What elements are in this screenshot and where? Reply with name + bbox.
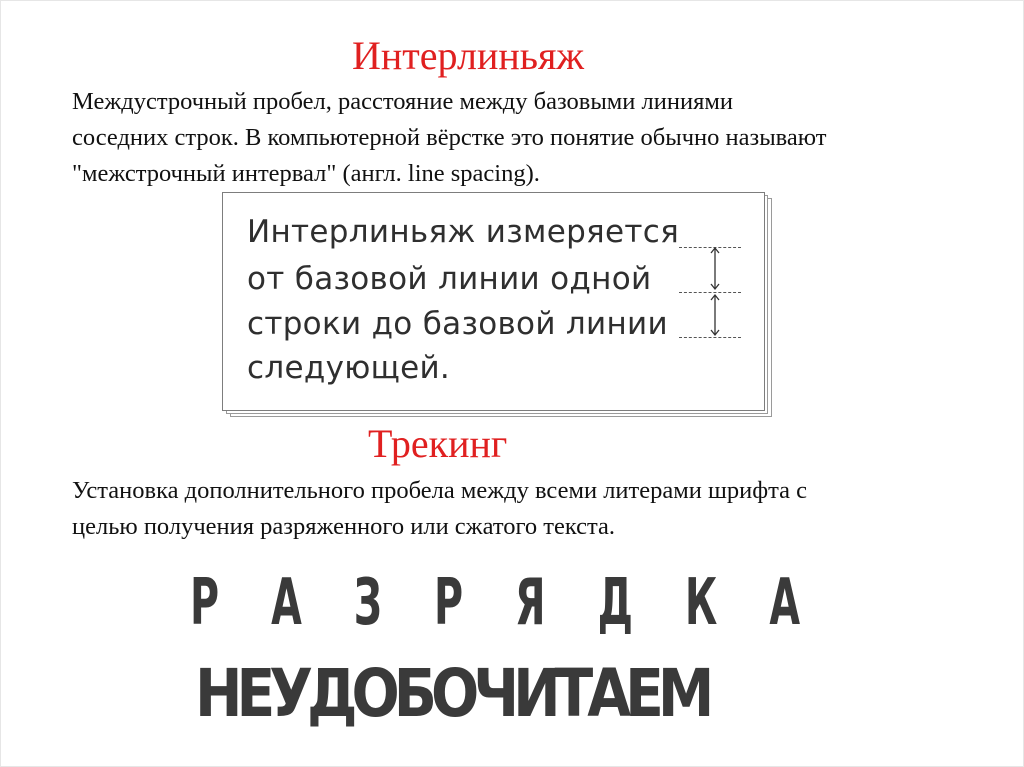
cramped-word-sample: НЕУДОБОЧИТАЕМ bbox=[195, 655, 709, 732]
spaced-letters-sample bbox=[190, 566, 801, 640]
leading-heading: Интерлиньяж bbox=[352, 33, 585, 78]
tracking-definition-line: целью получения разряженного или сжатого текста. bbox=[72, 513, 616, 540]
leading-definition-line: "межстрочный интервал" (англ. line spacing). bbox=[72, 160, 540, 187]
leading-definition-line: Междустрочный пробел, расстояние между базовыми линиями bbox=[72, 88, 733, 115]
spaced-letter: К bbox=[684, 566, 718, 640]
spaced-letter: Р bbox=[190, 566, 220, 640]
spaced-letter: Д bbox=[597, 566, 633, 640]
sample-line: Интерлиньяж измеряется bbox=[247, 214, 680, 250]
tracking-heading: Трекинг bbox=[368, 421, 508, 466]
spaced-letter: Р bbox=[433, 566, 464, 640]
tracking-definition-line: Установка дополнительного пробела между всеми литерами шрифта с bbox=[72, 477, 807, 504]
leading-measure-arrows-icon bbox=[707, 245, 723, 341]
leading-definition-line: соседних строк. В компьютерной вёрстке это понятие обычно называют bbox=[72, 124, 827, 151]
spaced-letter: А bbox=[271, 566, 302, 640]
spaced-letter: З bbox=[353, 566, 382, 640]
sample-line: строки до базовой линии bbox=[247, 306, 668, 342]
spaced-letter: А bbox=[769, 566, 801, 640]
leading-definition bbox=[72, 84, 826, 192]
spaced-letter: Я bbox=[515, 566, 546, 640]
tracking-definition bbox=[72, 473, 807, 545]
sample-line: от базовой линии одной bbox=[247, 261, 652, 297]
sample-line: следующей. bbox=[247, 350, 451, 386]
leading-sample-card bbox=[222, 192, 765, 411]
